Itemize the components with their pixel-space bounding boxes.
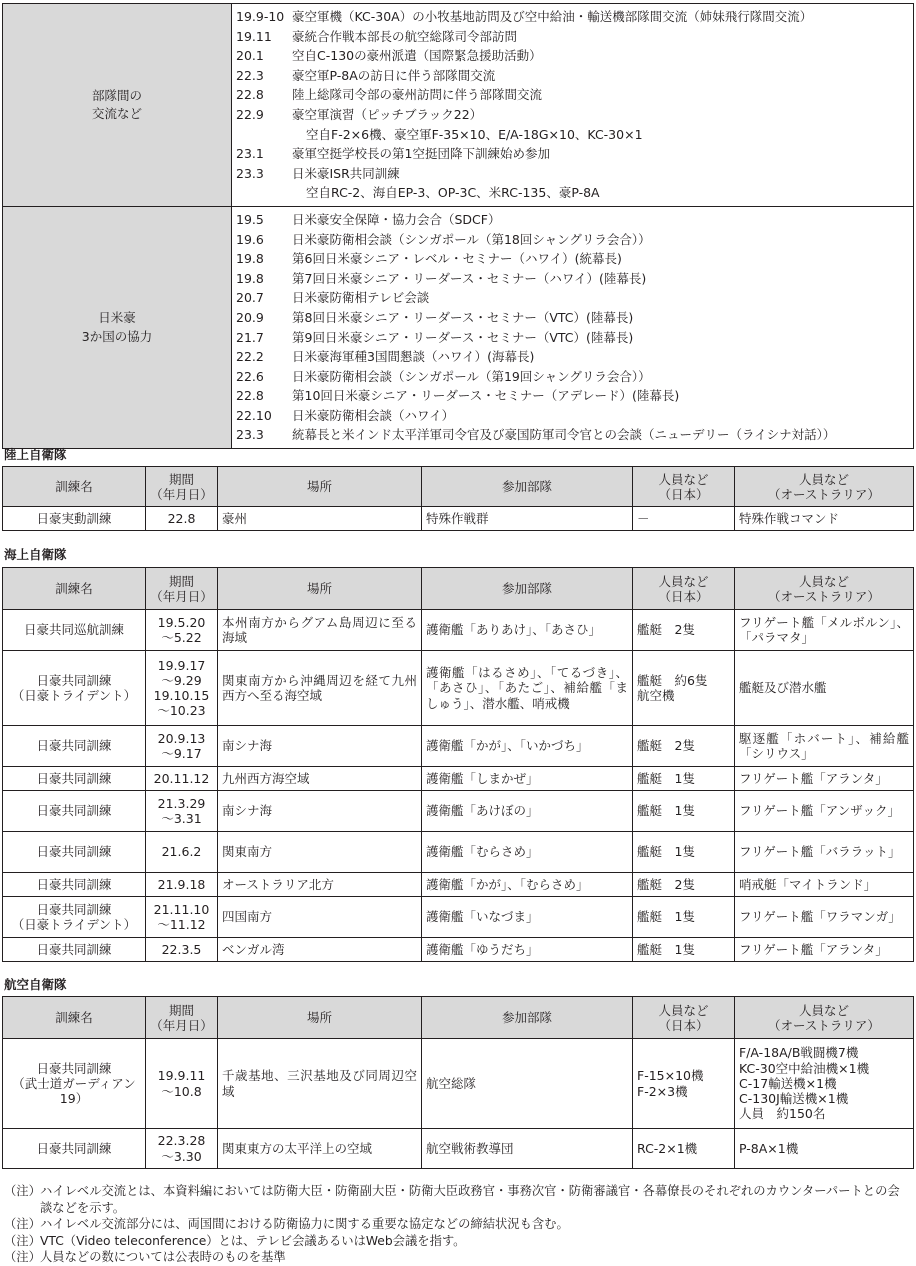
footnote-prefix: （注） (4, 1250, 41, 1265)
column-header: 人員など （日本） (633, 467, 735, 507)
cell-jp: 艦艇 1隻 (633, 791, 735, 832)
cell-name: 日豪共同訓練 (3, 1129, 146, 1169)
exchange-text: 第9回日米豪シニア・リーダース・セミナー（VTC）(陸幕長) (292, 329, 634, 345)
cell-period: 21.6.2 (146, 832, 218, 873)
exchange-row (234, 406, 913, 426)
exchange-date: 19.9-10 (236, 9, 285, 24)
exchange-date: 23.3 (236, 427, 264, 443)
msdf-training-table (2, 567, 914, 962)
exchange-row (234, 85, 913, 105)
column-header: 人員など （日本） (633, 997, 735, 1039)
cell-place: 南シナ海 (218, 791, 422, 832)
exchange-text: 日米豪防衛相会談（ハワイ） (292, 407, 455, 423)
section-title-msdf: 海上自衛隊 (4, 547, 67, 562)
exchange-date: 22.9 (236, 106, 264, 122)
cell-jp: RC-2×1機 (633, 1129, 735, 1169)
cell-place: 本州南方からグアム島周辺に至る海域 (218, 610, 422, 651)
cell-units: 航空総隊 (422, 1039, 633, 1129)
exchange-date: 22.8 (236, 87, 264, 103)
footnote-text: 人員などの数については公表時のものを基準 (40, 1250, 286, 1265)
exchange-date (234, 125, 292, 145)
cell-jp: 艦艇 1隻 (633, 897, 735, 938)
cell-period: 20.11.12 (146, 767, 218, 791)
cell-jp: F-15×10機 F-2×3機 (633, 1039, 735, 1129)
exchange-date: 20.9 (236, 309, 264, 325)
cell-place: オーストラリア北方 (218, 873, 422, 897)
cell-jp: 艦艇 1隻 (633, 832, 735, 873)
exchange-row (234, 46, 913, 66)
exchange-row (234, 210, 913, 230)
cell-au: 艦艇及び潜水艦 (735, 651, 914, 726)
cell-units: 護衛艦「かが」、「むらさめ」 (422, 873, 633, 897)
column-header: 参加部隊 (422, 568, 633, 610)
cell-units: 護衛艦「ゆうだち」 (422, 938, 633, 962)
exchange-date: 23.3 (236, 165, 264, 181)
exchange-text: 日米豪海軍種3国間懇談（ハワイ）(海幕長) (292, 349, 535, 365)
cell-au: P-8A×1機 (735, 1129, 914, 1169)
exchange-row (234, 27, 913, 47)
table-header-row (3, 568, 914, 610)
cell-name: 日豪共同訓練 （武士道ガーディアン19） (3, 1039, 146, 1129)
exchange-text: 豪空軍演習（ピッチブラック22） (292, 106, 483, 122)
cell-jp: 艦艇 1隻 (633, 767, 735, 791)
exchange-group (3, 206, 914, 448)
cell-place: ベンガル湾 (218, 938, 422, 962)
exchange-row (234, 269, 913, 289)
cell-name: 日豪共同巡航訓練 (3, 610, 146, 651)
cell-name: 日豪共同訓練 (3, 832, 146, 873)
footnote (4, 1183, 909, 1216)
cell-au: フリゲート艦「メルボルン」、「パラマタ」 (735, 610, 914, 651)
exchange-row (234, 125, 913, 145)
table-row (3, 610, 914, 651)
column-header: 人員など （オーストラリア） (735, 467, 914, 507)
exchange-row (234, 386, 913, 406)
cell-units: 護衛艦「はるさめ」、「てるづき」、「あさひ」、「あたご」、補給艦「ましゅう」、潜水艦、哨戒機 (422, 651, 633, 726)
exchange-date: 22.10 (236, 407, 272, 423)
exchange-date: 22.6 (236, 368, 264, 384)
column-header: 参加部隊 (422, 997, 633, 1039)
cell-place: 豪州 (218, 507, 422, 531)
column-header: 訓練名 (3, 997, 146, 1039)
exchange-category: 部隊間の 交流など (3, 4, 232, 207)
exchange-date: 23.1 (236, 146, 264, 162)
cell-name: 日豪実動訓練 (3, 507, 146, 531)
table-row (3, 726, 914, 767)
exchange-row (234, 425, 913, 445)
exchange-text: 空自RC-2、海自EP-3、OP-3C、米RC-135、豪P-8A (306, 185, 600, 201)
table-row (3, 651, 914, 726)
exchange-date: 22.2 (236, 349, 264, 365)
cell-units: 護衛艦「しまかぜ」 (422, 767, 633, 791)
exchange-date: 19.8 (236, 251, 264, 267)
asdf-training-table (2, 996, 914, 1169)
cell-units: 護衛艦「かが」、「いかづち」 (422, 726, 633, 767)
exchange-rows (232, 4, 914, 207)
exchange-date: 20.1 (236, 48, 264, 64)
column-header: 期間 （年月日） (146, 997, 218, 1039)
exchange-row (234, 308, 913, 328)
cell-units: 護衛艦「ありあけ」、「あさひ」 (422, 610, 633, 651)
exchange-date: 19.11 (236, 28, 272, 44)
exchange-text: 第10回日米豪シニア・リーダース・セミナー（アデレード）(陸幕長) (292, 388, 680, 404)
cell-period: 19.5.20 ～5.22 (146, 610, 218, 651)
cell-au: 駆逐艦「ホバート」、補給艦「シリウス」 (735, 726, 914, 767)
cell-period: 19.9.17 ～9.29 19.10.15 ～10.23 (146, 651, 218, 726)
exchange-row (234, 367, 913, 387)
exchange-group (3, 4, 914, 207)
cell-name: 日豪共同訓練 （日豪トライデント） (3, 651, 146, 726)
table-row (3, 832, 914, 873)
column-header: 参加部隊 (422, 467, 633, 507)
exchange-date: 19.6 (236, 231, 264, 247)
column-header: 期間 （年月日） (146, 467, 218, 507)
footnote (4, 1216, 909, 1233)
section-title-asdf: 航空自衛隊 (4, 977, 67, 992)
exchange-rows (232, 206, 914, 448)
cell-au: F/A-18A/B戦闘機7機 KC-30空中給油機×1機 C-17輸送機×1機 C-130J輸送機×1機 人員 約150名 (735, 1039, 914, 1129)
footnote-prefix: （注） (4, 1217, 41, 1232)
exchange-row (234, 230, 913, 250)
cell-period: 21.11.10 ～11.12 (146, 897, 218, 938)
cell-units: 航空戦術教導団 (422, 1129, 633, 1169)
exchange-row (234, 7, 913, 27)
table-row (3, 767, 914, 791)
cell-au: 哨戒艇「マイトランド」 (735, 873, 914, 897)
footnote (4, 1233, 909, 1250)
exchange-row (234, 105, 913, 125)
cell-place: 関東南方から沖縄周辺を経て九州西方へ至る海空域 (218, 651, 422, 726)
cell-period: 21.9.18 (146, 873, 218, 897)
exchange-text: 豪空軍機（KC-30A）の小牧基地訪問及び空中給油・輸送機部隊間交流（姉妹飛行隊間交流） (292, 9, 813, 24)
table-row (3, 507, 914, 531)
table-row (3, 897, 914, 938)
section-title-gsdf: 陸上自衛隊 (4, 447, 67, 462)
cell-place: 南シナ海 (218, 726, 422, 767)
exchange-row (234, 144, 913, 164)
exchange-text: 空自C-130の豪州派遣（国際緊急援助活動） (292, 48, 542, 64)
cell-jp: 艦艇 約6隻 航空機 (633, 651, 735, 726)
exchange-text: 豪統合作戦本部長の航空総隊司令部訪問 (292, 28, 518, 44)
exchange-row (234, 164, 913, 184)
exchange-text: 日米豪防衛相会談（シンガポール（第19回シャングリラ会合）） (292, 368, 651, 384)
cell-name: 日豪共同訓練 (3, 873, 146, 897)
cell-period: 20.9.13 ～9.17 (146, 726, 218, 767)
cell-name: 日豪共同訓練 (3, 767, 146, 791)
exchange-row (234, 288, 913, 308)
exchange-text: 豪空軍P-8Aの訪日に伴う部隊間交流 (292, 67, 496, 83)
cell-jp: 艦艇 2隻 (633, 610, 735, 651)
exchange-date: 19.8 (236, 270, 264, 286)
exchange-text: 第7回日米豪シニア・リーダース・セミナー（ハワイ）(陸幕長) (292, 270, 647, 286)
cell-au: フリゲート艦「バララット」 (735, 832, 914, 873)
column-header: 場所 (218, 997, 422, 1039)
exchange-date: 22.8 (236, 388, 264, 404)
exchange-row (234, 347, 913, 367)
footnotes (4, 1183, 909, 1266)
cell-au: フリゲート艦「アンザック」 (735, 791, 914, 832)
exchange-text: 日米豪防衛相会談（シンガポール（第18回シャングリラ会合）） (292, 231, 651, 247)
cell-jp: 艦艇 2隻 (633, 873, 735, 897)
cell-units: 特殊作戦群 (422, 507, 633, 531)
cell-period: 19.9.11 ～10.8 (146, 1039, 218, 1129)
column-header: 人員など （オーストラリア） (735, 568, 914, 610)
cell-name: 日豪共同訓練 (3, 726, 146, 767)
cell-au: フリゲート艦「アランタ」 (735, 938, 914, 962)
footnote-text: ハイレベル交流とは、本資料編においては防衛大臣・防衛副大臣・防衛大臣政務官・事務次官・防衛審議官・各幕僚長のそれぞれのカウンターパートとの会談などを示す。 (40, 1184, 900, 1215)
table-row (3, 1129, 914, 1169)
cell-units: 護衛艦「いなづま」 (422, 897, 633, 938)
exchange-row (234, 183, 913, 203)
exchange-table (2, 3, 914, 449)
cell-jp: － (633, 507, 735, 531)
column-header: 期間 （年月日） (146, 568, 218, 610)
table-row (3, 938, 914, 962)
exchange-category: 日米豪 3か国の協力 (3, 206, 232, 448)
exchange-row (234, 249, 913, 269)
exchange-row (234, 66, 913, 86)
cell-jp: 艦艇 1隻 (633, 938, 735, 962)
cell-au: 特殊作戦コマンド (735, 507, 914, 531)
cell-name: 日豪共同訓練 (3, 791, 146, 832)
footnote-prefix: （注） (4, 1233, 41, 1248)
footnote-prefix: （注） (4, 1184, 41, 1198)
cell-au: フリゲート艦「アランタ」 (735, 767, 914, 791)
cell-au: フリゲート艦「ワラマンガ」 (735, 897, 914, 938)
cell-jp: 艦艇 2隻 (633, 726, 735, 767)
exchange-text: 日米豪防衛相テレビ会談 (292, 290, 430, 306)
cell-name: 日豪共同訓練 (3, 938, 146, 962)
gsdf-training-table (2, 466, 914, 531)
cell-place: 関東東方の太平洋上の空域 (218, 1129, 422, 1169)
exchange-date (234, 183, 292, 203)
cell-place: 千歳基地、三沢基地及び同周辺空域 (218, 1039, 422, 1129)
exchange-text: 日米豪ISR共同訓練 (292, 165, 400, 181)
column-header: 場所 (218, 568, 422, 610)
footnote-text: ハイレベル交流部分には、両国間における防衛協力に関する重要な協定などの締結状況も含む。 (40, 1217, 569, 1232)
column-header: 訓練名 (3, 467, 146, 507)
table-header-row (3, 467, 914, 507)
cell-period: 22.8 (146, 507, 218, 531)
footnote (4, 1249, 909, 1266)
footnote-text: VTC（Video teleconference）とは、テレビ会議あるいはWeb会議を指す。 (40, 1233, 466, 1248)
column-header: 人員など （日本） (633, 568, 735, 610)
table-row (3, 1039, 914, 1129)
exchange-text: 日米豪安全保障・協力会合（SDCF） (292, 211, 501, 227)
exchange-row (234, 328, 913, 348)
table-row (3, 791, 914, 832)
exchange-date: 22.3 (236, 67, 264, 83)
exchange-text: 第8回日米豪シニア・リーダース・セミナー（VTC）(陸幕長) (292, 309, 634, 325)
exchange-text: 空自F-2×6機、豪空軍F-35×10、E/A-18G×10、KC-30×1 (306, 126, 643, 142)
exchange-text: 第6回日米豪シニア・レベル・セミナー（ハワイ）(統幕長) (292, 251, 622, 267)
column-header: 場所 (218, 467, 422, 507)
table-row (3, 873, 914, 897)
exchange-text: 統幕長と米インド太平洋軍司令官及び豪国防軍司令官との会談（ニューデリー（ライシナ対話）） (292, 427, 836, 443)
exchange-text: 陸上総隊司令部の豪州訪問に伴う部隊間交流 (292, 87, 543, 103)
exchange-date: 19.5 (236, 211, 264, 227)
cell-units: 護衛艦「むらさめ」 (422, 832, 633, 873)
cell-place: 九州西方海空域 (218, 767, 422, 791)
cell-period: 22.3.5 (146, 938, 218, 962)
table-header-row (3, 997, 914, 1039)
exchange-date: 20.7 (236, 290, 264, 306)
cell-period: 21.3.29 ～3.31 (146, 791, 218, 832)
cell-place: 四国南方 (218, 897, 422, 938)
cell-name: 日豪共同訓練 （日豪トライデント） (3, 897, 146, 938)
column-header: 人員など （オーストラリア） (735, 997, 914, 1039)
cell-units: 護衛艦「あけぼの」 (422, 791, 633, 832)
exchange-date: 21.7 (236, 329, 264, 345)
exchange-text: 豪軍空挺学校長の第1空挺団降下訓練始め参加 (292, 146, 550, 162)
cell-period: 22.3.28 ～3.30 (146, 1129, 218, 1169)
column-header: 訓練名 (3, 568, 146, 610)
cell-place: 関東南方 (218, 832, 422, 873)
